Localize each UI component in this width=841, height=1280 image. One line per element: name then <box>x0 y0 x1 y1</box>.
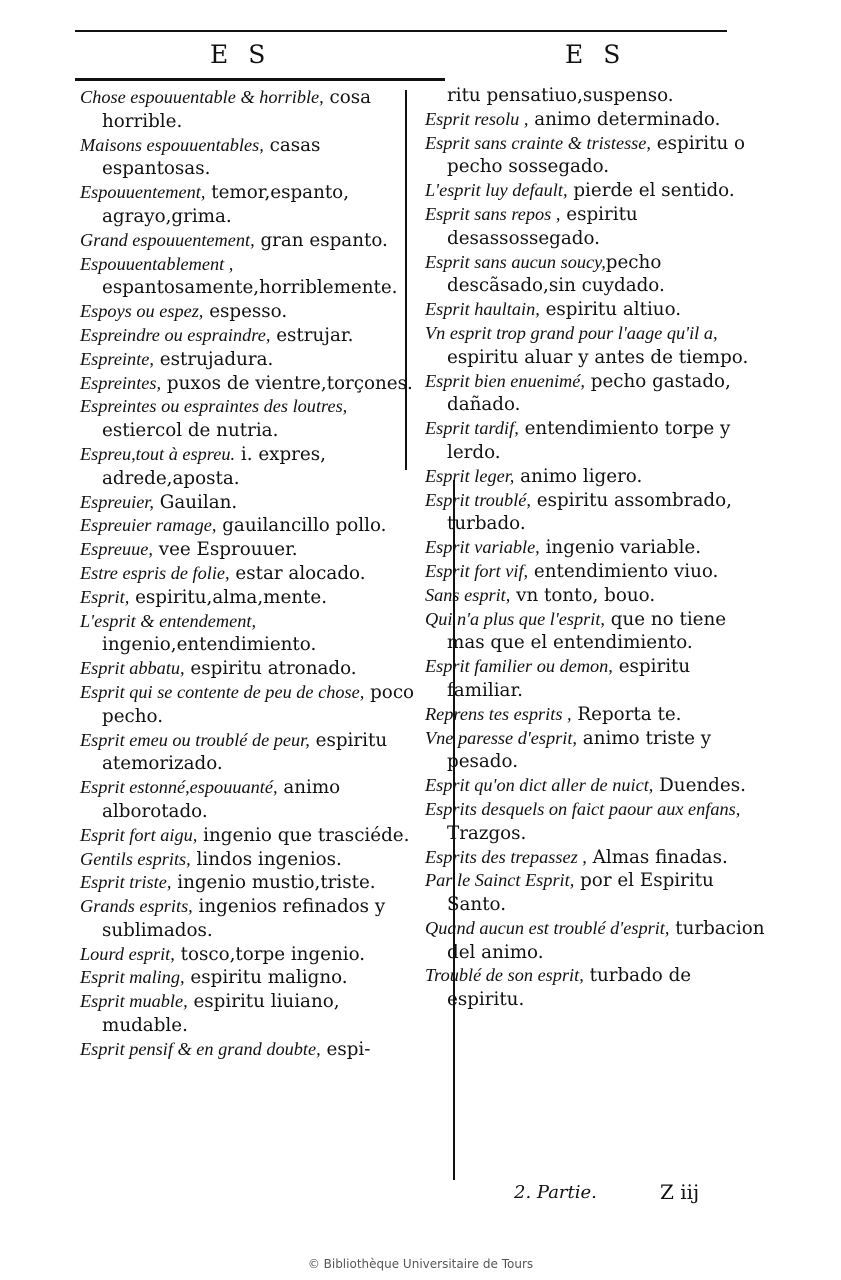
dictionary-entry <box>425 584 765 608</box>
running-head-left: E S <box>210 40 272 69</box>
dictionary-entry <box>80 943 425 967</box>
entry-headword: Esprit variable, <box>425 537 540 558</box>
entry-translation: tosco,torpe ingenio. <box>174 943 366 965</box>
entry-translation: ingenio mustio,triste. <box>171 872 376 894</box>
dictionary-entry <box>80 681 425 729</box>
entry-headword: Grands esprits, <box>80 896 193 917</box>
dictionary-entry <box>80 776 425 824</box>
dictionary-entry <box>80 848 425 872</box>
entry-translation: ingenio,entendimiento. <box>102 634 317 656</box>
dictionary-entry <box>80 871 425 895</box>
entry-headword: Sans esprit, <box>425 584 511 605</box>
dictionary-entry <box>425 846 765 870</box>
dictionary-entry <box>425 608 765 656</box>
entry-translation: espiritu atronado. <box>184 658 357 680</box>
entry-headword: Esprit haultain, <box>425 299 540 320</box>
dictionary-entry <box>80 538 425 562</box>
dictionary-entry <box>425 560 765 584</box>
dictionary-entry <box>80 966 425 990</box>
entry-translation: ingenio variable. <box>539 537 702 559</box>
entry-headword: Reprens tes esprits , <box>425 703 572 724</box>
entry-translation: Almas finadas. <box>586 846 728 868</box>
entry-translation: entendimiento torpe y lerdo. <box>447 418 731 463</box>
dictionary-entry <box>80 443 425 491</box>
right-column <box>425 84 765 1012</box>
dictionary-entry <box>425 917 765 965</box>
entry-translation: estar alocado. <box>229 562 366 584</box>
dictionary-entry <box>425 465 765 489</box>
entry-headword: Esprit sans crainte & tristesse, <box>425 132 651 153</box>
entry-translation: lindos ingenios. <box>190 848 342 870</box>
entry-translation: estiercol de nutria. <box>102 420 279 442</box>
entry-translation: puxos de vientre,torçones. <box>161 372 413 394</box>
entry-headword: Esprit fort aigu, <box>80 824 198 845</box>
entry-headword: Espreindre ou espraindre, <box>80 324 271 345</box>
dictionary-entry <box>425 869 765 917</box>
dictionary-entry <box>80 300 425 324</box>
entry-translation: espiritu desassossegado. <box>447 203 638 249</box>
entry-translation: que no tiene mas que el entendimiento. <box>447 608 727 654</box>
dictionary-entry <box>80 514 425 538</box>
entry-headword: Espreintes ou espraintes des loutres, <box>80 396 348 417</box>
entry-headword: Esprit sans aucun soucy, <box>425 251 606 272</box>
entry-headword: Esprits desquels on faict paour aux enfans, <box>425 798 741 819</box>
dictionary-entry <box>425 655 765 703</box>
entry-headword: Espreuier, <box>80 491 154 512</box>
dictionary-entry <box>425 536 765 560</box>
library-credit: © Bibliothèque Universitaire de Tours <box>307 1257 534 1271</box>
dictionary-entry <box>425 203 765 251</box>
entry-headword: Esprit resolu , <box>425 108 529 129</box>
entry-headword: Espreuier ramage, <box>80 515 217 536</box>
entry-translation: gauilancillo pollo. <box>216 515 387 537</box>
entry-headword: Esprit fort vif, <box>425 560 529 581</box>
entry-headword: Par le Sainct Esprit, <box>425 870 575 891</box>
entry-translation: vn tonto, bouo. <box>510 584 656 606</box>
entry-translation: pecho gastado, dañado. <box>447 370 731 416</box>
entry-headword: Espreuue, <box>80 539 153 560</box>
signature-mark: 2. Partie. <box>514 1182 597 1203</box>
entry-headword: Chose espouuentable & horrible, <box>80 87 324 107</box>
entry-translation: poco pecho. <box>102 681 415 727</box>
entry-translation: casas espantosas. <box>102 134 321 180</box>
entry-headword: Esprit estonné,espouuanté, <box>80 777 278 798</box>
entry-headword: Estre espris de folie, <box>80 562 230 583</box>
entry-headword: L'esprit luy default, <box>425 180 568 201</box>
dictionary-entry <box>80 729 425 777</box>
dictionary-entry <box>425 703 765 727</box>
dictionary-entry <box>425 322 765 370</box>
entry-headword: Esprit triste, <box>80 872 172 893</box>
dictionary-entry <box>425 108 765 132</box>
entry-headword: Esprit pensif & en grand doubte, <box>80 1038 321 1059</box>
entry-headword: Esprit muable, <box>80 991 188 1012</box>
dictionary-entry <box>80 990 425 1038</box>
entry-translation: espiritu assombrado, turbado. <box>447 489 732 535</box>
dictionary-entry <box>425 489 765 537</box>
entry-headword: Maisons espouuentables, <box>80 134 264 155</box>
entry-headword: Espoys ou espez, <box>80 301 204 322</box>
dictionary-entry <box>80 824 425 848</box>
entry-headword: Qui n'a plus que l'esprit, <box>425 608 605 629</box>
entry-translation: cosa horrible. <box>102 87 372 132</box>
dictionary-entry <box>425 251 765 299</box>
entry-headword: Espreintes, <box>80 372 162 393</box>
entry-headword: Esprit tardif, <box>425 418 519 439</box>
dictionary-entry <box>80 491 425 515</box>
dictionary-entry <box>80 610 425 658</box>
entry-translation: Duendes. <box>653 775 746 797</box>
entry-headword: Esprit troublé, <box>425 489 531 510</box>
entry-headword: Esprit emeu ou troublé de peur, <box>80 729 310 750</box>
entry-translation: por el Espiritu Santo. <box>447 870 714 916</box>
dictionary-entry <box>425 298 765 322</box>
entry-headword: Esprit qui se contente de peu de chose, <box>80 681 365 702</box>
entry-headword: Vn esprit trop grand pour l'aage qu'il a, <box>425 322 718 343</box>
entry-translation: i. expres, adrede,aposta. <box>102 443 326 489</box>
entry-translation: estrujadura. <box>153 348 274 370</box>
dictionary-entry <box>425 417 765 465</box>
entry-translation: espiritu familiar. <box>447 656 691 701</box>
entry-translation: pierde el sentido. <box>567 180 735 202</box>
entry-translation: ritu pensatiuo,suspenso. <box>447 85 674 106</box>
entry-translation: espantosamente,horriblemente. <box>102 277 398 299</box>
entry-translation: turbacion del animo. <box>447 917 765 963</box>
entry-translation: animo determinado. <box>528 108 721 130</box>
dictionary-entry <box>425 132 765 180</box>
dictionary-entry <box>80 1038 425 1062</box>
entry-headword: Esprit familier ou demon, <box>425 656 613 677</box>
entry-translation: temor,espanto, agrayo,grima. <box>102 182 350 227</box>
entry-headword: Gentils esprits, <box>80 848 191 869</box>
dictionary-entry <box>80 86 425 134</box>
entry-headword: Vne paresse d'esprit, <box>425 727 577 748</box>
entry-translation: espiritu,alma,mente. <box>129 586 328 608</box>
entry-headword: Esprit bien enuenimé, <box>425 370 585 391</box>
entry-headword: Espreinte, <box>80 348 154 369</box>
entry-translation: espi- <box>320 1038 371 1060</box>
left-column <box>80 86 425 1062</box>
dictionary-entry <box>425 774 765 798</box>
entry-headword: Troublé de son esprit, <box>425 965 584 986</box>
entry-headword: L'esprit & entendement, <box>80 610 257 631</box>
entry-headword: Esprit abbatu, <box>80 658 185 679</box>
dictionary-entry <box>80 181 425 229</box>
entry-headword: Esprit qu'on dict aller de nuict, <box>425 775 654 796</box>
entry-translation: Trazgos. <box>447 822 527 844</box>
entry-translation: espiritu aluar y antes de tiempo. <box>447 346 749 368</box>
entry-translation: espesso. <box>203 301 288 323</box>
entry-headword: Espreu,tout à espreu. <box>80 443 236 464</box>
dictionary-entry <box>80 657 425 681</box>
entry-translation: pecho descãsado,sin cuydado. <box>447 251 665 297</box>
dictionary-entry <box>80 324 425 348</box>
entry-translation: gran espanto. <box>254 229 388 251</box>
dictionary-entry <box>80 229 425 253</box>
entry-headword: Esprits des trepassez , <box>425 846 587 867</box>
entry-headword: Quand aucun est troublé d'esprit, <box>425 917 670 938</box>
entry-translation: animo alborotado. <box>102 777 341 822</box>
entry-headword: Esprit maling, <box>80 967 185 988</box>
dictionary-entry <box>425 727 765 775</box>
entry-translation: entendimiento viuo. <box>528 560 719 582</box>
entry-translation: Reporta te. <box>571 703 682 725</box>
entry-translation: turbado de espiritu. <box>447 965 692 1011</box>
entry-translation: Gauilan. <box>153 491 238 513</box>
quire-mark: Z iij <box>660 1180 700 1204</box>
dictionary-entry <box>425 370 765 418</box>
entry-translation: ingenios refinados y sublimados. <box>102 896 386 941</box>
dictionary-entry <box>80 586 425 610</box>
entry-headword: Grand espouuentement, <box>80 229 255 250</box>
dictionary-entry <box>425 84 765 108</box>
entry-translation: espiritu altiuo. <box>539 299 682 321</box>
entry-translation: espiritu atemorizado. <box>102 729 388 775</box>
dictionary-entry <box>80 895 425 943</box>
dictionary-entry <box>425 964 765 1012</box>
dictionary-entry <box>80 372 425 396</box>
dictionary-entry <box>80 395 425 443</box>
entry-translation: espiritu o pecho sossegado. <box>447 132 746 178</box>
entry-headword: Lourd esprit, <box>80 943 175 964</box>
dictionary-entry <box>80 253 425 301</box>
entry-translation: animo ligero. <box>514 465 643 487</box>
entry-headword: Esprit sans repos , <box>425 203 561 224</box>
entry-translation: ingenio que trasciéde. <box>197 824 410 846</box>
dictionary-entry <box>425 179 765 203</box>
entry-translation: estrujar. <box>270 324 354 346</box>
entry-headword: Espouuentement, <box>80 182 206 203</box>
entry-translation: espiritu liuiano, mudable. <box>102 991 340 1037</box>
running-head-right: E S <box>565 40 627 69</box>
header-rule <box>75 78 445 81</box>
dictionary-entry <box>80 348 425 372</box>
entry-headword: Esprit leger, <box>425 465 515 486</box>
dictionary-entry <box>80 562 425 586</box>
entry-headword: Esprit, <box>80 586 130 607</box>
entry-translation: animo triste y pesado. <box>447 727 712 773</box>
entry-translation: espiritu maligno. <box>184 967 348 989</box>
dictionary-entry <box>80 134 425 182</box>
top-rule <box>75 30 727 32</box>
dictionary-entry <box>425 798 765 846</box>
entry-headword: Espouuentablement , <box>80 253 234 274</box>
entry-translation: vee Esprouuer. <box>152 539 298 561</box>
